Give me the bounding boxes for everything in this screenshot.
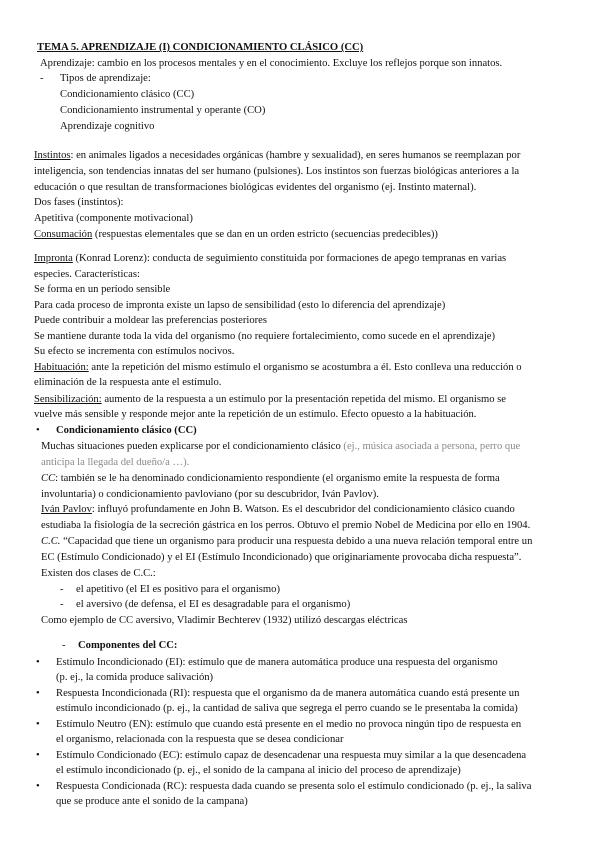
learning-type-item: Condicionamiento clásico (CC): [60, 89, 195, 100]
habituation-term: Habituación:: [34, 362, 89, 373]
cc-types-label: Existen dos clases de C.C.:: [41, 568, 156, 579]
page-title: TEMA 5. APRENDIZAJE (I) CONDICIONAMIENTO CLÁSICO (CC): [37, 42, 364, 53]
cc-definition-text: : también se le ha denominado condicionamiento respondiente (el organismo emite la respuesta de forma: [55, 473, 500, 484]
bullet-glyph: •: [36, 425, 40, 436]
cc-label: CC: [41, 473, 56, 484]
component-item-line: (p. ej., la comida produce salivación): [56, 672, 214, 683]
cc-definition-line: involuntaria) o condicionamiento pavloviano (por su descubridor, Iván Pavlov).: [41, 489, 379, 500]
component-item-line: Respuesta Condicionada (RC): respuesta dada cuando se presenta solo el estímulo condicionado (p. ej., la saliva: [56, 781, 532, 792]
instinct-phase-item: Apetitiva (componente motivacional): [34, 213, 193, 224]
component-item-line: Estímulo Condicionado (EC): estímulo capaz de desencadenar una respuesta muy similar a la que desencadena: [56, 750, 527, 761]
imprinting-feature: Puede contribuir a moldear las preferencias posteriores: [34, 315, 267, 326]
pavlov-line: estudiaba la fisiología de la secreción gástrica en los perros. Obtuvo el premio Nobel de Medicina por ello en 1904.: [41, 520, 531, 531]
bullet-glyph: •: [36, 657, 40, 668]
instincts-paragraph-line: inteligencia, son tendencias innatas del ser humano (pulsiones). Los instintos son fuerzas biológicas anteriores a la: [34, 166, 520, 177]
cc-quote-text: “Capacidad que tiene un organismo para producir una respuesta debido a una nueva relación temporal entre un: [60, 536, 533, 547]
component-item-line: estímulo incondicionado (p. ej., la cantidad de saliva que segrega el perro cuando se le presentaba la comida): [56, 703, 518, 714]
cc-quote-line: EC (Estímulo Condicionado) y el EI (Estímulo Incondicionado) que originariamente provocaba dicha respuesta”.: [41, 552, 522, 563]
component-item-line: el organismo, relacionada con la respuesta que se desea condicionar: [56, 734, 344, 745]
cc-intro-example: (ej., música asociada a persona, perro que: [343, 441, 521, 452]
cc-intro-example-cont: anticipa la llegada del dueño/a …).: [41, 457, 190, 468]
imprinting-feature: Se mantiene durante toda la vida del organismo (no requiere fortalecimiento, como sucede en el aprendizaje): [34, 331, 496, 342]
cc-intro-line: [41, 439, 520, 454]
cc-definition-line: [41, 471, 500, 486]
bullet-glyph: •: [36, 750, 40, 761]
component-item-line: Respuesta Incondicionada (RI): respuesta que el organismo da de manera automática cuando está presente un: [56, 688, 520, 699]
cc-quote-line: [41, 534, 532, 549]
sensitization-paragraph-line: vuelve más sensible y responde mejor ante la repetición de un estímulo. Efecto opuesto a la habituación.: [34, 409, 477, 420]
habituation-paragraph-line: eliminación de la respuesta ante el estímulo.: [34, 377, 222, 388]
instincts-paragraph-line: [34, 148, 520, 163]
sensitization-paragraph-line: [34, 392, 506, 407]
instincts-text: : en animales ligados a necesidades orgánicas (hambre y sexualidad), en seres humanos se reemplazan por: [70, 150, 521, 161]
pavlov-term: Iván Pavlov: [41, 504, 92, 515]
component-item-line: Estímulo Incondicionado (EI): estímulo que de manera automática produce una respuesta del organismo: [56, 657, 498, 668]
instincts-term: Instintos: [34, 150, 71, 161]
consumation-term: Consumación: [34, 229, 93, 240]
classical-conditioning-heading: Condicionamiento clásico (CC): [56, 425, 197, 436]
sensitization-term: Sensibilización:: [34, 394, 102, 405]
imprinting-paragraph-line: especies. Características:: [34, 269, 140, 280]
learning-type-item: Aprendizaje cognitivo: [60, 121, 155, 132]
imprinting-term: Impronta: [34, 253, 73, 264]
bullet-glyph: •: [36, 688, 40, 699]
learning-type-item: Condicionamiento instrumental y operante (CO): [60, 105, 266, 116]
cc-aversive-example: Como ejemplo de CC aversivo, Vladimir Bechterev (1932) utilizó descargas eléctricas: [41, 615, 408, 626]
cc-quote-label: C.C.: [41, 536, 61, 547]
imprinting-paragraph-line: [34, 251, 506, 266]
cc-type-item: el apetitivo (el EI es positivo para el organismo): [76, 584, 280, 595]
cc-type-item: el aversivo (de defensa, el EI es desagradable para el organismo): [76, 599, 351, 610]
instincts-paragraph-line: educación o que resultan de transformaciones biológicas evidentes del organismo (ej. Instinto maternal).: [34, 182, 477, 193]
imprinting-feature: Se forma en un período sensible: [34, 284, 171, 295]
components-heading: Componentes del CC:: [78, 640, 178, 651]
instinct-phase-item: [34, 227, 438, 242]
learning-types-label: Tipos de aprendizaje:: [60, 73, 151, 84]
bullet-glyph: •: [36, 781, 40, 792]
pavlov-text: : influyó profundamente en John B. Watson. Es el descubridor del condicionamiento clásico cuando: [91, 504, 515, 515]
instinct-phases-label: Dos fases (instintos):: [34, 197, 124, 208]
dash-glyph: -: [40, 73, 44, 84]
bullet-glyph: •: [36, 719, 40, 730]
sensitization-text: aumento de la respuesta a un estímulo por la presentación repetida del mismo. El organismo se: [101, 394, 506, 405]
imprinting-feature: Para cada proceso de impronta existe un lapso de sensibilidad (esto lo diferencia del aprendizaje): [34, 300, 446, 311]
component-item-line: el estímulo incondicionado (p. ej., el sonido de la campana al inicio del proceso de aprendizaje): [56, 765, 461, 776]
component-item-line: Estímulo Neutro (EN): estímulo que cuando está presente en el medio no provoca ningún tipo de respuesta en: [56, 719, 522, 730]
habituation-text: ante la repetición del mismo estímulo el organismo se acostumbra a él. Esto conlleva una reducción o: [88, 362, 522, 373]
imprinting-text: (Konrad Lorenz): conducta de seguimiento constituida por formaciones de apego tempranas en varias: [72, 253, 507, 264]
dash-glyph: -: [60, 584, 64, 595]
pavlov-line: [41, 502, 515, 517]
consumation-text: (respuestas elementales que se dan en un orden estricto (secuencias predecibles)): [92, 229, 438, 240]
component-item-line: que se produce ante el sonido de la campana): [56, 796, 248, 807]
imprinting-feature: Su efecto se incrementa con estímulos nocivos.: [34, 346, 235, 357]
learning-definition: Aprendizaje: cambio en los procesos mentales y en el conocimiento. Excluye los reflejos porque son innatos.: [40, 58, 503, 69]
dash-glyph: -: [60, 599, 64, 610]
dash-glyph: -: [62, 640, 66, 651]
habituation-paragraph-line: [34, 360, 522, 375]
cc-intro-text: Muchas situaciones pueden explicarse por el condicionamiento clásico: [41, 441, 344, 452]
